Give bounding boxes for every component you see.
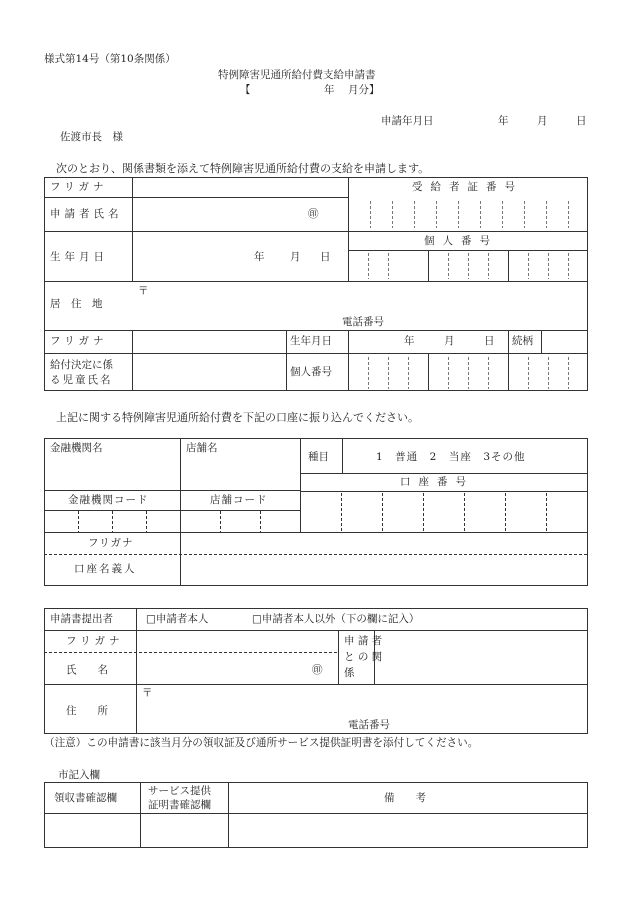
postal-mark: 〒	[138, 285, 149, 297]
branch-code-label: 店舗コード	[210, 494, 268, 506]
relation-label-3: 係	[344, 667, 355, 679]
birth-day: 日	[320, 251, 331, 263]
submitter-name-label: 氏 名	[66, 664, 108, 676]
relation-label-2: と の 関	[344, 651, 383, 663]
child-birth-day: 日	[484, 335, 495, 347]
period-month: 月分】	[348, 84, 380, 96]
receipt-check-label: 領収書確認欄	[54, 792, 117, 804]
account-number-label: 口座番号	[400, 476, 474, 488]
intro-text: 次のとおり、関係書類を添えて特例障害児通所給付費の支給を申請します。	[56, 162, 430, 175]
birth-year: 年	[254, 251, 265, 263]
birth-month: 月	[290, 251, 301, 263]
submitter-table	[44, 608, 588, 734]
applicant-seal: ㊞	[308, 208, 319, 220]
submitter-seal: ㊞	[312, 664, 323, 676]
personal-number-label: 個人番号	[424, 235, 498, 247]
child-name-label-2: る児童氏名	[50, 374, 113, 386]
furigana-label: フリガナ	[50, 181, 108, 193]
account-type-options: 1 普通 2 当座 3その他	[376, 451, 526, 463]
bank-table	[44, 438, 588, 586]
submitter-postal-mark: 〒	[142, 687, 153, 699]
option-applicant-other[interactable]: □申請者本人以外（下の欄に記入）	[252, 613, 420, 625]
submitter-label: 申請書提出者	[50, 613, 113, 625]
office-section-label: 市記入欄	[58, 769, 100, 781]
bank-furigana-label: フリガナ	[88, 537, 134, 549]
relation-label-1: 申 請 者	[344, 635, 383, 647]
submitter-phone-label: 電話番号	[348, 719, 390, 731]
child-birth-label: 生年月日	[290, 335, 332, 347]
remarks-label: 備 考	[384, 792, 426, 804]
child-furigana-label: フリガナ	[50, 335, 108, 347]
office-table	[44, 782, 588, 848]
service-cert-label-2: 証明書確認欄	[148, 799, 211, 811]
institution-label: 金融機関名	[50, 442, 103, 454]
recipient-cert-label: 受給者証番号	[412, 181, 523, 193]
relation-label: 続柄	[512, 335, 533, 347]
application-date-year: 年	[498, 115, 509, 127]
period-year: 年	[324, 84, 335, 96]
application-date-day: 日	[576, 115, 587, 127]
option-applicant-self[interactable]: □申請者本人	[146, 613, 209, 625]
branch-label: 店舗名	[186, 442, 218, 454]
application-date-month: 月	[537, 115, 548, 127]
service-cert-label-1: サービス提供	[148, 785, 211, 797]
phone-label: 電話番号	[342, 316, 384, 328]
form-number: 様式第14号（第10条関係）	[44, 53, 176, 65]
child-birth-year: 年	[404, 335, 415, 347]
submitter-furigana-label: フリガナ	[66, 635, 124, 647]
bank-intro: 上記に関する特例障害児通所給付費を下記の口座に振り込んでください。	[56, 411, 419, 424]
child-personal-number-label: 個人番号	[290, 366, 332, 378]
addressee: 佐渡市長 様	[60, 131, 123, 143]
attachment-note: （注意）この申請書に該当月分の領収証及び通所サービス提供証明書を添付してください。	[44, 737, 479, 749]
account-type-label: 種目	[308, 451, 329, 463]
child-name-label-1: 給付決定に係	[50, 359, 113, 371]
account-holder-label: 口座名義人	[74, 563, 137, 575]
applicant-name-label: 申請者氏名	[50, 208, 123, 220]
application-date-label: 申請年月日	[381, 115, 434, 127]
office-grid	[44, 782, 588, 848]
period-open: 【	[240, 84, 251, 96]
birth-date-label: 生年月日	[50, 251, 108, 263]
applicant-table	[44, 177, 588, 391]
institution-code-label: 金融機関コード	[68, 494, 149, 506]
child-birth-month: 月	[444, 335, 455, 347]
submitter-address-label: 住 所	[66, 705, 108, 717]
form-title: 特例障害児通所給付費支給申請書	[218, 69, 376, 81]
address-label: 居 住 地	[50, 298, 103, 310]
